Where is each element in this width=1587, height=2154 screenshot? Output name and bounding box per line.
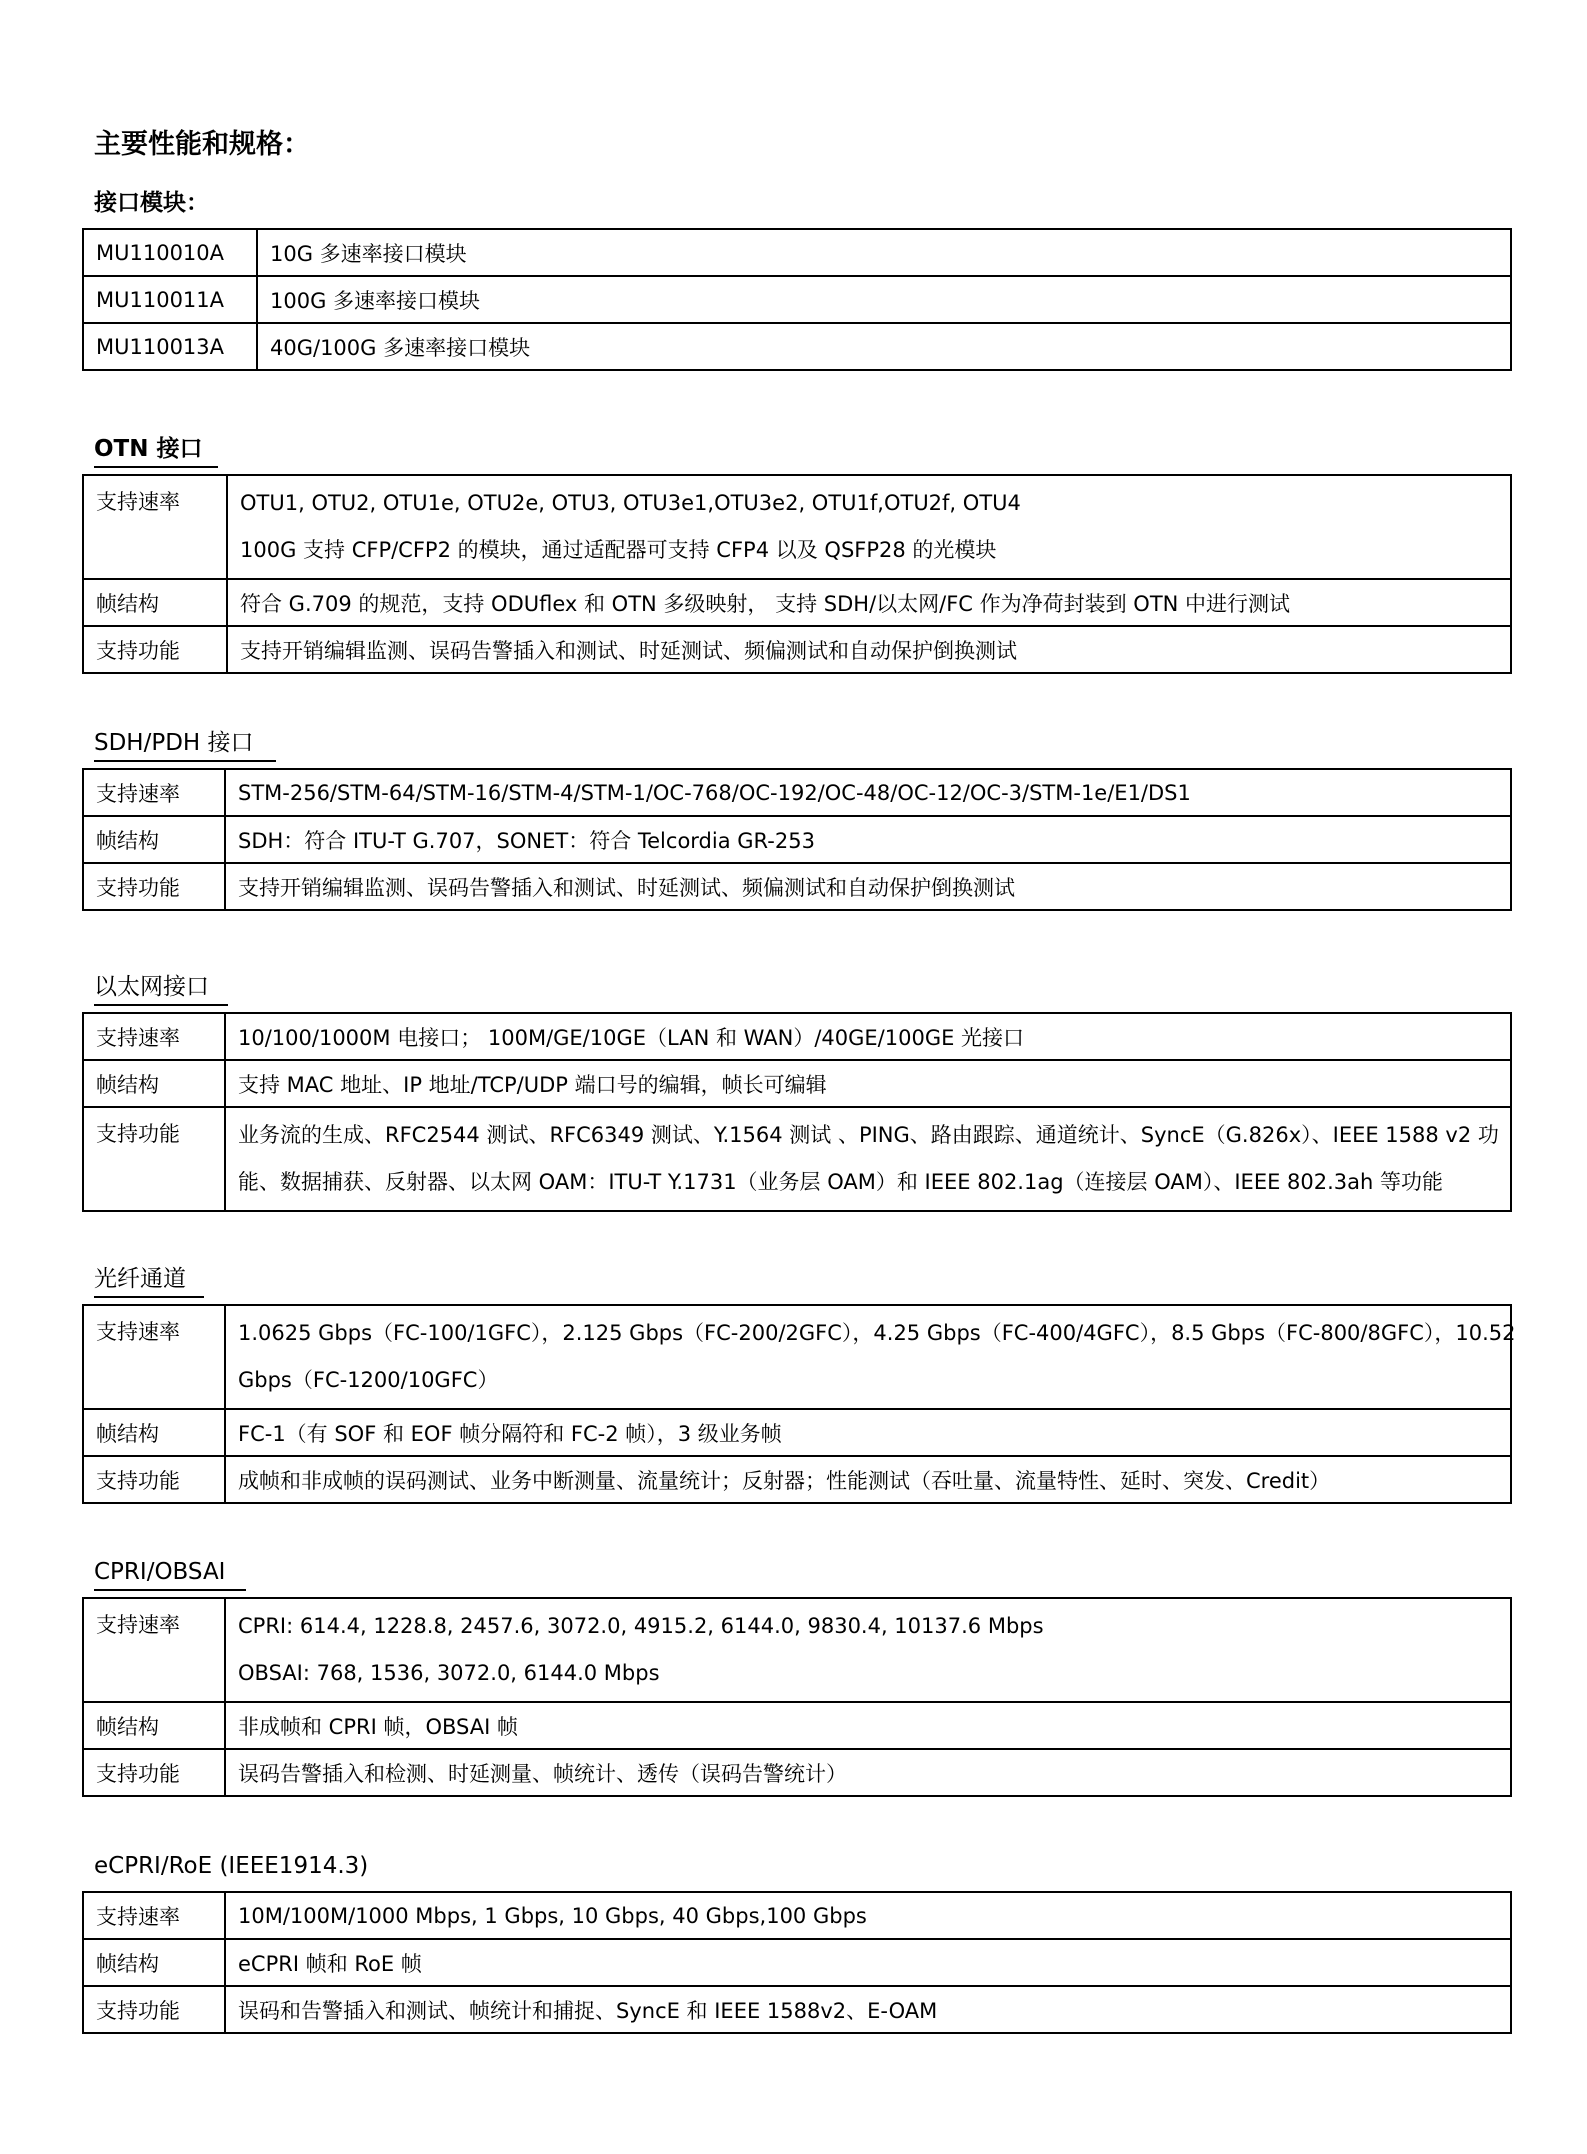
- title-underline: [94, 760, 276, 762]
- func-value: 误码和告警插入和测试、帧统计和捕捉、SyncE 和 IEEE 1588v2、E-OAM: [225, 1986, 1511, 2033]
- page-title: 主要性能和规格：: [94, 129, 310, 160]
- frame-value: 符合 G.709 的规范，支持 ODUflex 和 OTN 多级映射， 支持 SDH/以太网/FC 作为净荷封装到 OTN 中进行测试: [227, 579, 1511, 626]
- otn-table: [82, 474, 1512, 674]
- table-row: [83, 626, 1511, 673]
- modules-title: 接口模块：: [94, 190, 209, 216]
- func-line: 业务流的生成、RFC2544 测试、RFC6349 测试、Y.1564 测试 、PING、路由跟踪、通道统计、SyncE（G.826x）、IEEE 1588 v2 功: [238, 1123, 1499, 1147]
- modules-table: [82, 228, 1512, 371]
- frame-label: 帧结构: [83, 1409, 225, 1456]
- fiber-table: [82, 1304, 1516, 1504]
- table-row: [83, 1456, 1511, 1503]
- rate-line: CPRI: 614.4, 1228.8, 2457.6, 3072.0, 4915.2, 6144.0, 9830.4, 10137.6 Mbps: [238, 1614, 1044, 1638]
- table-row: [83, 323, 1511, 370]
- rate-value: 10/100/1000M 电接口； 100M/GE/10GE（LAN 和 WAN）/40GE/100GE 光接口: [225, 1013, 1511, 1060]
- func-value: [225, 1107, 1511, 1211]
- table-row: [83, 475, 1511, 579]
- module-desc: 100G 多速率接口模块: [257, 276, 1511, 323]
- frame-value: 非成帧和 CPRI 帧，OBSAI 帧: [225, 1702, 1511, 1749]
- otn-section-title: [94, 434, 203, 465]
- table-row: [83, 276, 1511, 323]
- frame-label: 帧结构: [83, 1060, 225, 1107]
- func-value: 成帧和非成帧的误码测试、业务中断测量、流量统计；反射器；性能测试（吞吐量、流量特性、延时、突发、Credit）: [225, 1456, 1511, 1503]
- fiber-title-text: 光纤通道: [94, 1266, 186, 1292]
- rate-label: 支持速率: [83, 1892, 225, 1939]
- ecpri-table: [82, 1891, 1512, 2034]
- table-row: [83, 1107, 1511, 1211]
- table-row: [83, 1939, 1511, 1986]
- frame-label: 帧结构: [83, 1939, 225, 1986]
- module-desc: 40G/100G 多速率接口模块: [257, 323, 1511, 370]
- sdh-title-text: SDH/PDH 接口: [94, 730, 254, 756]
- table-row: [83, 1305, 1511, 1409]
- rate-value: [225, 1598, 1511, 1702]
- rate-label: 支持速率: [83, 1305, 225, 1409]
- sdh-section-title: [94, 728, 254, 759]
- title-underline: [94, 1004, 228, 1006]
- rate-label: 支持速率: [83, 475, 227, 579]
- func-value: 支持开销编辑监测、误码告警插入和测试、时延测试、频偏测试和自动保护倒换测试: [225, 863, 1511, 910]
- cpri-title-text: CPRI/OBSAI: [94, 1559, 226, 1585]
- func-value: 误码告警插入和检测、时延测量、帧统计、透传（误码告警统计）: [225, 1749, 1511, 1796]
- frame-value: 支持 MAC 地址、IP 地址/TCP/UDP 端口号的编辑，帧长可编辑: [225, 1060, 1511, 1107]
- frame-value: SDH：符合 ITU-T G.707，SONET：符合 Telcordia GR-253: [225, 816, 1511, 863]
- rate-line: 100G 支持 CFP/CFP2 的模块，通过适配器可支持 CFP4 以及 QSFP28 的光模块: [240, 538, 997, 562]
- table-row: [83, 1598, 1511, 1702]
- title-underline: [94, 1589, 246, 1591]
- frame-label: 帧结构: [83, 816, 225, 863]
- func-label: 支持功能: [83, 626, 227, 673]
- func-label: 支持功能: [83, 863, 225, 910]
- func-label: 支持功能: [83, 1749, 225, 1796]
- table-row: [83, 1060, 1511, 1107]
- cpri-section-title: [94, 1557, 225, 1588]
- sdh-table: [82, 768, 1512, 911]
- rate-label: 支持速率: [83, 1598, 225, 1702]
- table-row: [83, 863, 1511, 910]
- module-desc: 10G 多速率接口模块: [257, 229, 1511, 276]
- rate-value: [225, 1305, 1516, 1409]
- rate-line: 1.0625 Gbps（FC-100/1GFC），2.125 Gbps（FC-200/2GFC），4.25 Gbps（FC-400/4GFC），8.5 Gbps（FC-800/8GFC），10.52: [238, 1321, 1516, 1345]
- rate-line: OBSAI: 768, 1536, 3072.0, 6144.0 Mbps: [238, 1661, 660, 1685]
- table-row: [83, 1409, 1511, 1456]
- ecpri-section-title: [94, 1851, 368, 1882]
- rate-line: Gbps（FC-1200/10GFC）: [238, 1368, 499, 1392]
- frame-label: 帧结构: [83, 579, 227, 626]
- otn-title-text: OTN 接口: [94, 436, 203, 462]
- rate-value: 10M/100M/1000 Mbps, 1 Gbps, 10 Gbps, 40 Gbps,100 Gbps: [225, 1892, 1511, 1939]
- frame-value: eCPRI 帧和 RoE 帧: [225, 1939, 1511, 1986]
- table-row: [83, 229, 1511, 276]
- func-label: 支持功能: [83, 1986, 225, 2033]
- table-row: [83, 769, 1511, 816]
- ethernet-table: [82, 1012, 1512, 1212]
- module-code: MU110011A: [83, 276, 257, 323]
- table-row: [83, 579, 1511, 626]
- ethernet-section-title: [94, 972, 209, 1003]
- func-value: 支持开销编辑监测、误码告警插入和测试、时延测试、频偏测试和自动保护倒换测试: [227, 626, 1511, 673]
- frame-value: FC-1（有 SOF 和 EOF 帧分隔符和 FC-2 帧），3 级业务帧: [225, 1409, 1511, 1456]
- rate-value: STM-256/STM-64/STM-16/STM-4/STM-1/OC-768/OC-192/OC-48/OC-12/OC-3/STM-1e/E1/DS1: [225, 769, 1511, 816]
- table-row: [83, 1892, 1511, 1939]
- frame-label: 帧结构: [83, 1702, 225, 1749]
- table-row: [83, 816, 1511, 863]
- func-line: 能、数据捕获、反射器、以太网 OAM：ITU-T Y.1731（业务层 OAM）和 IEEE 802.1ag（连接层 OAM）、IEEE 802.3ah 等功能: [238, 1170, 1444, 1194]
- rate-value: [227, 475, 1511, 579]
- table-row: [83, 1702, 1511, 1749]
- rate-line: OTU1, OTU2, OTU1e, OTU2e, OTU3, OTU3e1,OTU3e2, OTU1f,OTU2f, OTU4: [240, 491, 1021, 515]
- rate-label: 支持速率: [83, 769, 225, 816]
- module-code: MU110013A: [83, 323, 257, 370]
- rate-label: 支持速率: [83, 1013, 225, 1060]
- table-row: [83, 1986, 1511, 2033]
- cpri-table: [82, 1597, 1512, 1797]
- title-underline: [94, 466, 218, 468]
- ethernet-title-text: 以太网接口: [94, 974, 209, 1000]
- module-code: MU110010A: [83, 229, 257, 276]
- fiber-section-title: [94, 1264, 186, 1295]
- ecpri-title-text: eCPRI/RoE (IEEE1914.3): [94, 1853, 369, 1879]
- title-underline: [94, 1296, 204, 1298]
- func-label: 支持功能: [83, 1107, 225, 1211]
- table-row: [83, 1013, 1511, 1060]
- table-row: [83, 1749, 1511, 1796]
- func-label: 支持功能: [83, 1456, 225, 1503]
